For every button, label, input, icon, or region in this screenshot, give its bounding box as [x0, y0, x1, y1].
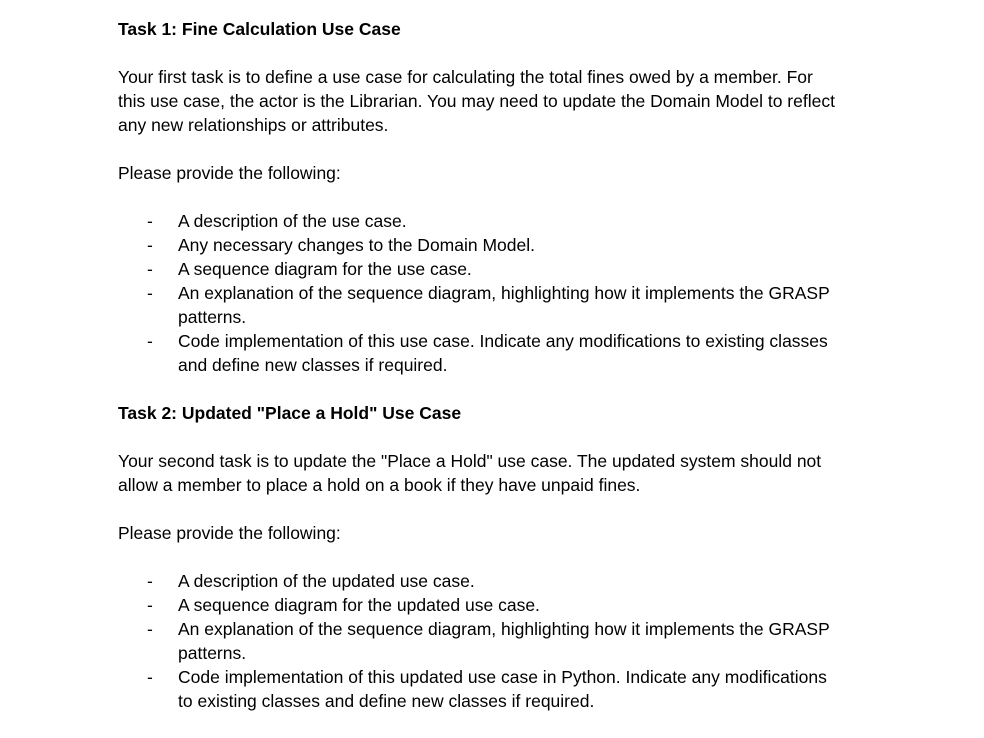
- bullet-dash: -: [147, 667, 153, 687]
- list-item-line: and define new classes if required.: [178, 355, 448, 375]
- bullet-dash: -: [147, 259, 153, 279]
- task1-list: [118, 209, 878, 377]
- document-page: [118, 17, 878, 713]
- list-item-line: Any necessary changes to the Domain Model.: [178, 235, 535, 255]
- task2-heading: Task 2: Updated "Place a Hold" Use Case: [118, 403, 462, 423]
- bullet-dash: -: [147, 331, 153, 351]
- task2-intro-line: allow a member to place a hold on a book if they have unpaid fines.: [118, 475, 641, 495]
- list-item: [118, 569, 878, 593]
- list-item-line: to existing classes and define new classes if required.: [178, 691, 595, 711]
- task1-heading: Task 1: Fine Calculation Use Case: [118, 19, 401, 39]
- bullet-dash: -: [147, 283, 153, 303]
- list-item: [118, 593, 878, 617]
- task1-intro-line: this use case, the actor is the Librarian. You may need to update the Domain Model to reflect: [118, 91, 835, 111]
- task2-intro: [118, 449, 878, 497]
- list-item-line: An explanation of the sequence diagram, highlighting how it implements the GRASP: [178, 283, 830, 303]
- bullet-dash: -: [147, 595, 153, 615]
- list-item: [118, 665, 878, 713]
- task2-list: [118, 569, 878, 713]
- list-item: [118, 257, 878, 281]
- task2-provide-text: Please provide the following:: [118, 523, 341, 543]
- bullet-dash: -: [147, 619, 153, 639]
- bullet-dash: -: [147, 211, 153, 231]
- bullet-dash: -: [147, 235, 153, 255]
- task1-intro-line: any new relationships or attributes.: [118, 115, 389, 135]
- list-item-line: patterns.: [178, 643, 247, 663]
- task1-intro-line: Your first task is to define a use case for calculating the total fines owed by a member. For: [118, 67, 813, 87]
- list-item: [118, 617, 878, 665]
- list-item-line: A sequence diagram for the updated use case.: [178, 595, 540, 615]
- list-item: [118, 233, 878, 257]
- list-item-line: A sequence diagram for the use case.: [178, 259, 472, 279]
- task1-intro: [118, 65, 878, 137]
- task2-intro-line: Your second task is to update the "Place a Hold" use case. The updated system should not: [118, 451, 822, 471]
- bullet-dash: -: [147, 571, 153, 591]
- list-item: [118, 281, 878, 329]
- list-item-line: patterns.: [178, 307, 247, 327]
- list-item: [118, 209, 878, 233]
- task1-provide-text: Please provide the following:: [118, 163, 341, 183]
- list-item-line: An explanation of the sequence diagram, highlighting how it implements the GRASP: [178, 619, 830, 639]
- list-item-line: A description of the use case.: [178, 211, 407, 231]
- list-item-line: Code implementation of this updated use case in Python. Indicate any modifications: [178, 667, 827, 687]
- list-item: [118, 329, 878, 377]
- list-item-line: Code implementation of this use case. Indicate any modifications to existing classes: [178, 331, 828, 351]
- list-item-line: A description of the updated use case.: [178, 571, 475, 591]
